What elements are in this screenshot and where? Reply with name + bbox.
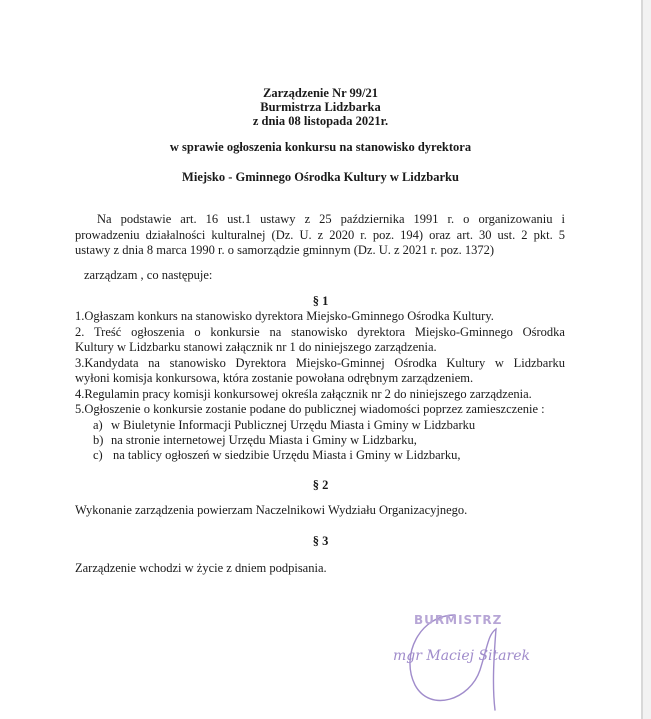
section-1-item-2-line-2: Kultury w Lidzbarku stanowi załącznik nr 1 do niniejszego zarządzenia. <box>75 340 437 354</box>
sub-item-b-letter: b) <box>93 433 104 447</box>
stamp-title: BURMISTRZ <box>414 613 503 627</box>
legal-basis-line-2: prowadzeniu działalności kulturalnej (Dz. U. z 2020 r. poz. 194) oraz art. 30 ust. 2 pkt. 5 <box>75 227 565 242</box>
sub-item-c: na tablicy ogłoszeń w siedzibie Urzędu Miasta i Gminy w Lidzbarku, <box>113 448 461 462</box>
issuer: Burmistrza Lidzbarka <box>260 100 381 114</box>
viewer-background <box>643 0 651 719</box>
legal-basis <box>75 212 565 259</box>
section-1-item-4: 4.Regulamin pracy komisji konkursowej określa załącznik nr 2 do niniejszego zarządzenia. <box>75 386 532 401</box>
sub-item-b: na stronie internetowej Urzędu Miasta i Gminy w Lidzbarku, <box>111 433 417 447</box>
section-2-heading: § 2 <box>312 478 329 492</box>
sub-item-a: w Biuletynie Informacji Publicznej Urzędu Miasta i Gminy w Lidzbarku <box>111 418 476 432</box>
subject-line-2: Miejsko - Gminnego Ośrodka Kultury w Lidzbarku <box>182 170 459 184</box>
sub-item-a-letter: a) <box>93 418 103 432</box>
section-1-item-3-line-1: 3.Kandydata na stanowisko Dyrektora Miejsko-Gminnej Ośrodka Kultury w Lidzbarku <box>75 355 565 370</box>
section-1-item-5: 5.Ogłoszenie o konkursie zostanie podane do publicznej wiadomości poprzez zamieszczenie : <box>75 402 545 416</box>
section-2-text: Wykonanie zarządzenia powierzam Naczelnikowi Wydziału Organizacyjnego. <box>75 503 468 517</box>
legal-basis-line-1: Na podstawie art. 16 ust.1 ustawy z 25 października 1991 r. o organizowaniu i <box>97 212 565 226</box>
section-1-heading: § 1 <box>312 294 329 308</box>
legal-basis-line-3: ustawy z dnia 8 marca 1990 r. o samorządzie gminnym (Dz. U. z 2021 r. poz. 1372) <box>75 243 494 257</box>
section-3-heading: § 3 <box>312 534 329 548</box>
decree-number: Zarządzenie Nr 99/21 <box>262 86 379 100</box>
section-1-item-2-line-1: 2. Treść ogłoszenia o konkursie na stanowisko dyrektora Miejsko-Gminnego Ośrodka <box>75 324 565 339</box>
stamp-name: mgr Maciej Sitarek <box>393 648 530 664</box>
document-header <box>0 86 641 128</box>
decree-date: z dnia 08 listopada 2021r. <box>252 114 389 128</box>
section-1-item-3-line-2: wyłoni komisja konkursowa, która zostanie powołana odrębnym zarządzeniem. <box>75 371 474 385</box>
section-1-item-1: 1.Ogłaszam konkurs na stanowisko dyrektora Miejsko-Gminnego Ośrodka Kultury. <box>75 309 494 323</box>
decree-intro: zarządzam , co następuje: <box>84 268 213 282</box>
sub-item-c-letter: c) <box>93 448 103 462</box>
section-1-body <box>75 309 565 418</box>
subject-line-1: w sprawie ogłoszenia konkursu na stanowisko dyrektora <box>169 140 472 154</box>
section-3-text: Zarządzenie wchodzi w życie z dniem podpisania. <box>75 561 327 575</box>
